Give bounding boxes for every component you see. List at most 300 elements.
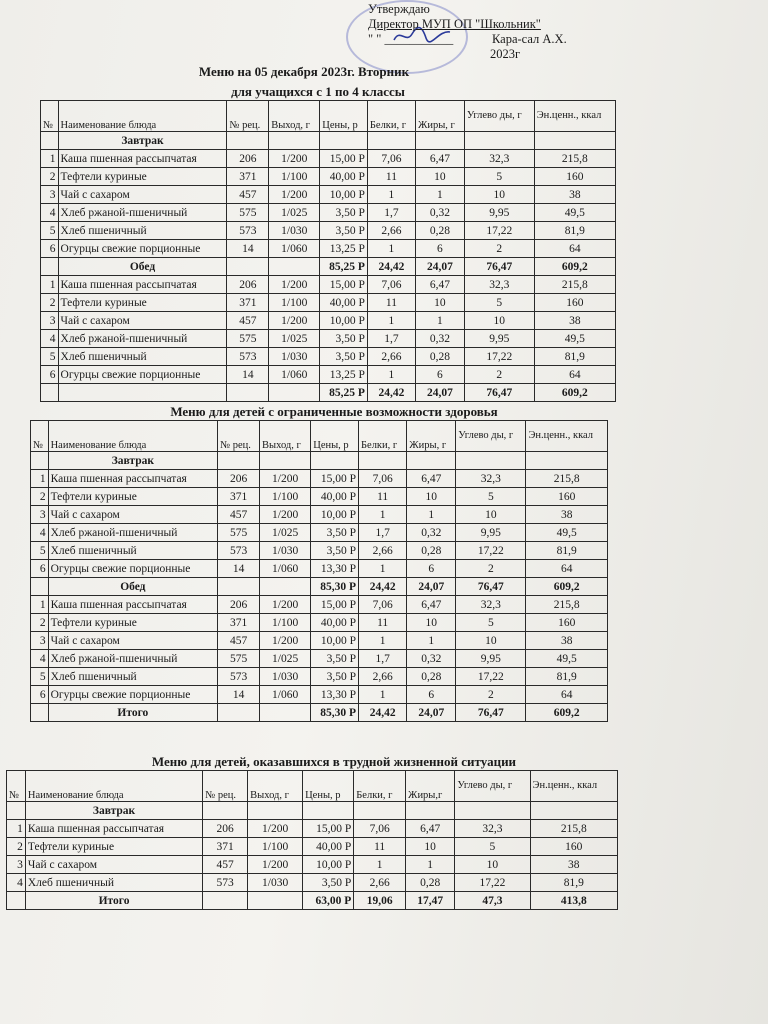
section-cell-empty: [530, 802, 617, 820]
table-cell: 4: [31, 650, 49, 668]
table-row: [31, 650, 608, 668]
section-cell-empty: [359, 452, 407, 470]
table-cell: 32,3: [456, 596, 526, 614]
table-cell: 4: [31, 524, 49, 542]
table-cell: 1: [31, 470, 49, 488]
table-cell: Огурцы свежие порционные: [48, 686, 218, 704]
table-cell: Чай с сахаром: [58, 186, 227, 204]
table-cell: 215,8: [534, 150, 615, 168]
table-cell: 6,47: [407, 470, 456, 488]
table-cell: 1/200: [269, 276, 320, 294]
table-cell: 1,7: [359, 650, 407, 668]
table-cell: 0,32: [415, 330, 464, 348]
table-cell: 10,00 Р: [320, 186, 368, 204]
table-cell: 1: [359, 632, 407, 650]
table-cell: Хлеб пшеничный: [48, 668, 218, 686]
table-row: [31, 524, 608, 542]
table-cell: Огурцы свежие порционные: [48, 560, 218, 578]
table-cell: 457: [227, 186, 269, 204]
total-price: 85,25 Р: [320, 258, 368, 276]
column-header: № рец.: [218, 421, 260, 452]
table-row: [7, 820, 618, 838]
table-cell: 1/100: [260, 488, 311, 506]
table-cell: 1: [367, 312, 415, 330]
table-cell: 5: [31, 542, 49, 560]
table-cell: 9,95: [456, 650, 526, 668]
table-cell: 13,25 Р: [320, 240, 368, 258]
table-cell: 371: [203, 838, 248, 856]
approval-year: 2023г: [490, 47, 521, 61]
table-cell: 40,00 Р: [311, 488, 359, 506]
table-cell: 9,95: [464, 204, 534, 222]
table-cell: Тефтели куриные: [48, 614, 218, 632]
table-cell: 1/030: [248, 874, 303, 892]
table-cell: 7,06: [354, 820, 406, 838]
table-cell: 206: [227, 150, 269, 168]
table-cell: 32,3: [464, 150, 534, 168]
table-cell: 1/100: [260, 614, 311, 632]
section-cell-empty: [320, 132, 368, 150]
table-cell: 81,9: [534, 348, 615, 366]
table-cell: Каша пшенная рассыпчатая: [48, 470, 218, 488]
menu-subtitle-grades: для учащихся с 1 по 4 классы: [231, 84, 405, 99]
column-header: Выход, г: [269, 101, 320, 132]
table-cell: 10: [406, 838, 455, 856]
total-price: 85,30 Р: [311, 704, 359, 722]
total-price: 85,30 Р: [311, 578, 359, 596]
table-row: [41, 204, 616, 222]
total-e: 609,2: [534, 384, 615, 402]
column-header: Выход, г: [260, 421, 311, 452]
column-header: Жиры, г: [415, 101, 464, 132]
table-cell: 215,8: [526, 596, 608, 614]
total-b: 24,42: [359, 578, 407, 596]
table-cell: 14: [218, 686, 260, 704]
table-cell: 1: [359, 686, 407, 704]
total-b: 19,06: [354, 892, 406, 910]
table-cell: 14: [218, 560, 260, 578]
column-header: №: [7, 771, 26, 802]
table-cell: 6: [415, 240, 464, 258]
table-cell: 457: [227, 312, 269, 330]
section-cell-empty: [260, 452, 311, 470]
table-row: [31, 668, 608, 686]
section-cell-empty: [311, 452, 359, 470]
table-cell: 2,66: [367, 348, 415, 366]
table-cell: 13,30 Р: [311, 560, 359, 578]
section-cell-empty: [455, 802, 530, 820]
table-cell: 3,50 Р: [303, 874, 354, 892]
table-cell: 81,9: [526, 542, 608, 560]
table-cell: 10: [456, 632, 526, 650]
column-header: № рец.: [227, 101, 269, 132]
section-row: [41, 132, 616, 150]
table-row: [7, 856, 618, 874]
table-cell: 13,25 Р: [320, 366, 368, 384]
table-cell: 17,22: [456, 668, 526, 686]
table-cell: 2: [464, 366, 534, 384]
table-cell: 575: [218, 524, 260, 542]
table-cell: 2: [31, 614, 49, 632]
table-cell: 3,50 Р: [320, 330, 368, 348]
table-cell: 1/200: [269, 150, 320, 168]
total-f: 24,07: [415, 258, 464, 276]
table-cell: 40,00 Р: [320, 168, 368, 186]
section-cell-empty: [31, 452, 49, 470]
section-row: [7, 802, 618, 820]
table-cell: 3,50 Р: [320, 204, 368, 222]
table-cell: 2: [456, 560, 526, 578]
table-cell: 573: [203, 874, 248, 892]
section-cell-empty: [526, 452, 608, 470]
table-row: [41, 348, 616, 366]
table-cell: 160: [530, 838, 617, 856]
total-e: 609,2: [526, 578, 608, 596]
total-cell-empty: [269, 384, 320, 402]
total-cell-empty: [203, 892, 248, 910]
table-cell: 6: [407, 686, 456, 704]
table-cell: 15,00 Р: [311, 470, 359, 488]
table-cell: 160: [526, 488, 608, 506]
table-cell: 160: [534, 294, 615, 312]
table-cell: 11: [359, 488, 407, 506]
table-cell: 206: [203, 820, 248, 838]
table-cell: 206: [218, 596, 260, 614]
table-cell: 1/025: [260, 650, 311, 668]
table-cell: 9,95: [456, 524, 526, 542]
total-e: 413,8: [530, 892, 617, 910]
section-cell-empty: [203, 802, 248, 820]
approval-name: Кара-сал А.Х.: [492, 32, 567, 46]
table-cell: 1/060: [269, 366, 320, 384]
menu-title-special-needs: Меню для детей с ограниченные возможности здоровья: [170, 404, 498, 419]
table-cell: 2,66: [359, 542, 407, 560]
table-cell: 32,3: [464, 276, 534, 294]
table-cell: 13,30 Р: [311, 686, 359, 704]
table-cell: 2: [31, 488, 49, 506]
column-header: Наименование блюда: [48, 421, 218, 452]
table-cell: 9,95: [464, 330, 534, 348]
section-cell-empty: [367, 132, 415, 150]
section-cell-empty: [415, 132, 464, 150]
table-cell: 160: [526, 614, 608, 632]
table-cell: 64: [526, 686, 608, 704]
table-row: [31, 596, 608, 614]
table-cell: 1/060: [260, 686, 311, 704]
table-cell: Хлеб ржаной-пшеничный: [48, 524, 218, 542]
table-cell: 0,32: [407, 650, 456, 668]
total-c: 76,47: [464, 384, 534, 402]
table-cell: 49,5: [526, 524, 608, 542]
table-cell: 4: [7, 874, 26, 892]
table-cell: 3,50 Р: [311, 650, 359, 668]
total-cell-empty: [31, 578, 49, 596]
table-cell: 573: [218, 542, 260, 560]
table-cell: 371: [227, 294, 269, 312]
total-cell-empty: [218, 578, 260, 596]
table-cell: 457: [203, 856, 248, 874]
table-cell: 11: [354, 838, 406, 856]
column-header: Углево ды, г: [464, 101, 534, 132]
table-cell: 6: [31, 686, 49, 704]
total-cell-empty: [260, 704, 311, 722]
table-cell: 1,7: [367, 330, 415, 348]
table-cell: 0,28: [415, 222, 464, 240]
total-c: 76,47: [456, 578, 526, 596]
table-cell: Хлеб пшеничный: [58, 222, 227, 240]
section-cell-empty: [7, 802, 26, 820]
total-cell-empty: [218, 704, 260, 722]
table-cell: 40,00 Р: [303, 838, 354, 856]
table-cell: 10: [407, 614, 456, 632]
table-cell: 2,66: [367, 222, 415, 240]
table-cell: 10: [415, 294, 464, 312]
table-cell: 1: [41, 150, 59, 168]
table-row: [41, 222, 616, 240]
total-cell-empty: [269, 258, 320, 276]
table-row: [31, 542, 608, 560]
table-cell: 1/060: [260, 560, 311, 578]
total-f: 24,07: [407, 704, 456, 722]
table-cell: 1/030: [260, 542, 311, 560]
table-cell: 206: [227, 276, 269, 294]
table-cell: 11: [367, 294, 415, 312]
table-cell: 1: [359, 560, 407, 578]
table-cell: 6: [31, 560, 49, 578]
table-cell: 1/200: [260, 596, 311, 614]
table-cell: 1: [407, 632, 456, 650]
table-cell: 3,50 Р: [320, 348, 368, 366]
column-header: №: [31, 421, 49, 452]
table-row: [7, 874, 618, 892]
table-cell: 371: [218, 614, 260, 632]
menu-table-grades-1-4: [40, 100, 616, 402]
table-cell: 2,66: [354, 874, 406, 892]
table-cell: Огурцы свежие порционные: [58, 366, 227, 384]
total-row: [7, 892, 618, 910]
column-header: Углево ды, г: [455, 771, 530, 802]
table-cell: Каша пшенная рассыпчатая: [25, 820, 202, 838]
table-cell: 575: [227, 204, 269, 222]
table-cell: 15,00 Р: [320, 150, 368, 168]
table-cell: 15,00 Р: [303, 820, 354, 838]
table-cell: Чай с сахаром: [48, 632, 218, 650]
table-cell: 6: [41, 366, 59, 384]
table-cell: 573: [227, 222, 269, 240]
total-e: 609,2: [534, 258, 615, 276]
table-cell: 0,28: [415, 348, 464, 366]
table-cell: 6,47: [407, 596, 456, 614]
table-cell: 215,8: [526, 470, 608, 488]
table-cell: 5: [464, 168, 534, 186]
table-cell: 3: [31, 632, 49, 650]
table-cell: 5: [41, 348, 59, 366]
column-header: Цены, р: [311, 421, 359, 452]
table-row: [41, 294, 616, 312]
table-cell: 215,8: [530, 820, 617, 838]
total-b: 24,42: [367, 258, 415, 276]
table-cell: 0,28: [407, 542, 456, 560]
table-cell: 11: [367, 168, 415, 186]
column-header: Наименование блюда: [25, 771, 202, 802]
table-cell: 1: [407, 506, 456, 524]
total-row: [31, 704, 608, 722]
table-cell: 1/200: [260, 632, 311, 650]
table-cell: Хлеб пшеничный: [25, 874, 202, 892]
total-f: 17,47: [406, 892, 455, 910]
table-row: [31, 632, 608, 650]
table-cell: 17,22: [456, 542, 526, 560]
table-cell: 14: [227, 366, 269, 384]
table-cell: 32,3: [455, 820, 530, 838]
total-cell-empty: [7, 892, 26, 910]
table-cell: 10: [464, 186, 534, 204]
table-cell: 5: [41, 222, 59, 240]
total-row: [41, 258, 616, 276]
table-cell: 6: [41, 240, 59, 258]
table-cell: 5: [456, 614, 526, 632]
table-cell: 17,22: [455, 874, 530, 892]
section-cell-empty: [248, 802, 303, 820]
column-header: Эн.ценн., ккал: [534, 101, 615, 132]
table-cell: 1/100: [248, 838, 303, 856]
table-cell: 1/030: [269, 222, 320, 240]
table-cell: 38: [534, 312, 615, 330]
table-cell: 1: [415, 186, 464, 204]
column-header: Углево ды, г: [456, 421, 526, 452]
table-cell: 2,66: [359, 668, 407, 686]
total-price: 85,25 Р: [320, 384, 368, 402]
table-cell: 5: [31, 668, 49, 686]
table-cell: 0,32: [415, 204, 464, 222]
table-header-row: [7, 771, 618, 802]
table-cell: 2: [41, 168, 59, 186]
table-cell: 1: [354, 856, 406, 874]
table-cell: Тефтели куриные: [58, 168, 227, 186]
table-cell: 1/200: [260, 506, 311, 524]
table-cell: Хлеб пшеничный: [58, 348, 227, 366]
section-cell-empty: [534, 132, 615, 150]
section-cell-empty: [406, 802, 455, 820]
table-cell: 1: [359, 506, 407, 524]
table-cell: 1: [406, 856, 455, 874]
table-cell: 38: [530, 856, 617, 874]
table-cell: 1/100: [269, 294, 320, 312]
table-cell: 0,32: [407, 524, 456, 542]
table-cell: 40,00 Р: [320, 294, 368, 312]
table-cell: 6,47: [406, 820, 455, 838]
table-cell: 371: [218, 488, 260, 506]
table-cell: 160: [534, 168, 615, 186]
table-row: [41, 366, 616, 384]
table-row: [41, 186, 616, 204]
total-f: 24,07: [415, 384, 464, 402]
table-row: [41, 168, 616, 186]
table-cell: 6: [415, 366, 464, 384]
table-cell: Тефтели куриные: [25, 838, 202, 856]
total-cell-empty: [248, 892, 303, 910]
table-cell: 1: [7, 820, 26, 838]
menu-table-special-needs: [30, 420, 608, 722]
table-cell: 1: [41, 276, 59, 294]
table-cell: 3,50 Р: [320, 222, 368, 240]
total-c: 47,3: [455, 892, 530, 910]
table-cell: Хлеб ржаной-пшеничный: [58, 204, 227, 222]
table-cell: 7,06: [367, 276, 415, 294]
table-cell: Чай с сахаром: [48, 506, 218, 524]
table-cell: 1/030: [269, 348, 320, 366]
table-cell: 1/100: [269, 168, 320, 186]
section-cell-empty: [41, 132, 59, 150]
table-cell: 457: [218, 506, 260, 524]
column-header: Выход, г: [248, 771, 303, 802]
table-cell: 1/025: [260, 524, 311, 542]
table-cell: 38: [534, 186, 615, 204]
section-cell-empty: [354, 802, 406, 820]
table-cell: 49,5: [526, 650, 608, 668]
table-cell: Каша пшенная рассыпчатая: [48, 596, 218, 614]
column-header: Эн.ценн., ккал: [526, 421, 608, 452]
table-cell: 3,50 Р: [311, 542, 359, 560]
table-row: [41, 150, 616, 168]
section-name: Завтрак: [58, 132, 227, 150]
table-cell: 6,47: [415, 276, 464, 294]
table-row: [7, 838, 618, 856]
table-cell: 10,00 Р: [311, 506, 359, 524]
total-cell-empty: [41, 258, 59, 276]
table-cell: 1/200: [248, 856, 303, 874]
section-cell-empty: [407, 452, 456, 470]
table-cell: 3: [7, 856, 26, 874]
table-cell: 7,06: [359, 596, 407, 614]
column-header: Жиры,г: [406, 771, 455, 802]
column-header: №: [41, 101, 59, 132]
table-row: [31, 470, 608, 488]
table-cell: 64: [534, 240, 615, 258]
table-cell: 1: [31, 596, 49, 614]
menu-title-difficult-situation: Меню для детей, оказавшихся в трудной жизненной ситуации: [151, 754, 517, 769]
menu-title: Меню на 05 декабря 2023г. Вторник: [198, 64, 410, 79]
table-cell: 10,00 Р: [303, 856, 354, 874]
table-cell: 49,5: [534, 204, 615, 222]
section-cell-empty: [218, 452, 260, 470]
table-cell: 1/060: [269, 240, 320, 258]
table-cell: 38: [526, 632, 608, 650]
approval-line-2: Директор МУП ОП "Школьник": [368, 17, 541, 31]
table-row: [31, 614, 608, 632]
table-cell: 5: [455, 838, 530, 856]
column-header: Цены, р: [303, 771, 354, 802]
table-cell: 1/030: [260, 668, 311, 686]
table-cell: 10: [456, 506, 526, 524]
table-cell: Чай с сахаром: [58, 312, 227, 330]
table-cell: 10: [407, 488, 456, 506]
table-cell: 2: [41, 294, 59, 312]
table-cell: 1/200: [269, 186, 320, 204]
section-cell-empty: [303, 802, 354, 820]
approval-block: [368, 2, 628, 62]
total-cell-empty: [227, 384, 269, 402]
table-cell: 573: [218, 668, 260, 686]
table-cell: 6: [407, 560, 456, 578]
column-header: Жиры, г: [407, 421, 456, 452]
table-cell: 17,22: [464, 348, 534, 366]
table-cell: 1/025: [269, 330, 320, 348]
total-f: 24,07: [407, 578, 456, 596]
table-cell: Огурцы свежие порционные: [58, 240, 227, 258]
total-row: [31, 578, 608, 596]
table-cell: Хлеб ржаной-пшеничный: [48, 650, 218, 668]
